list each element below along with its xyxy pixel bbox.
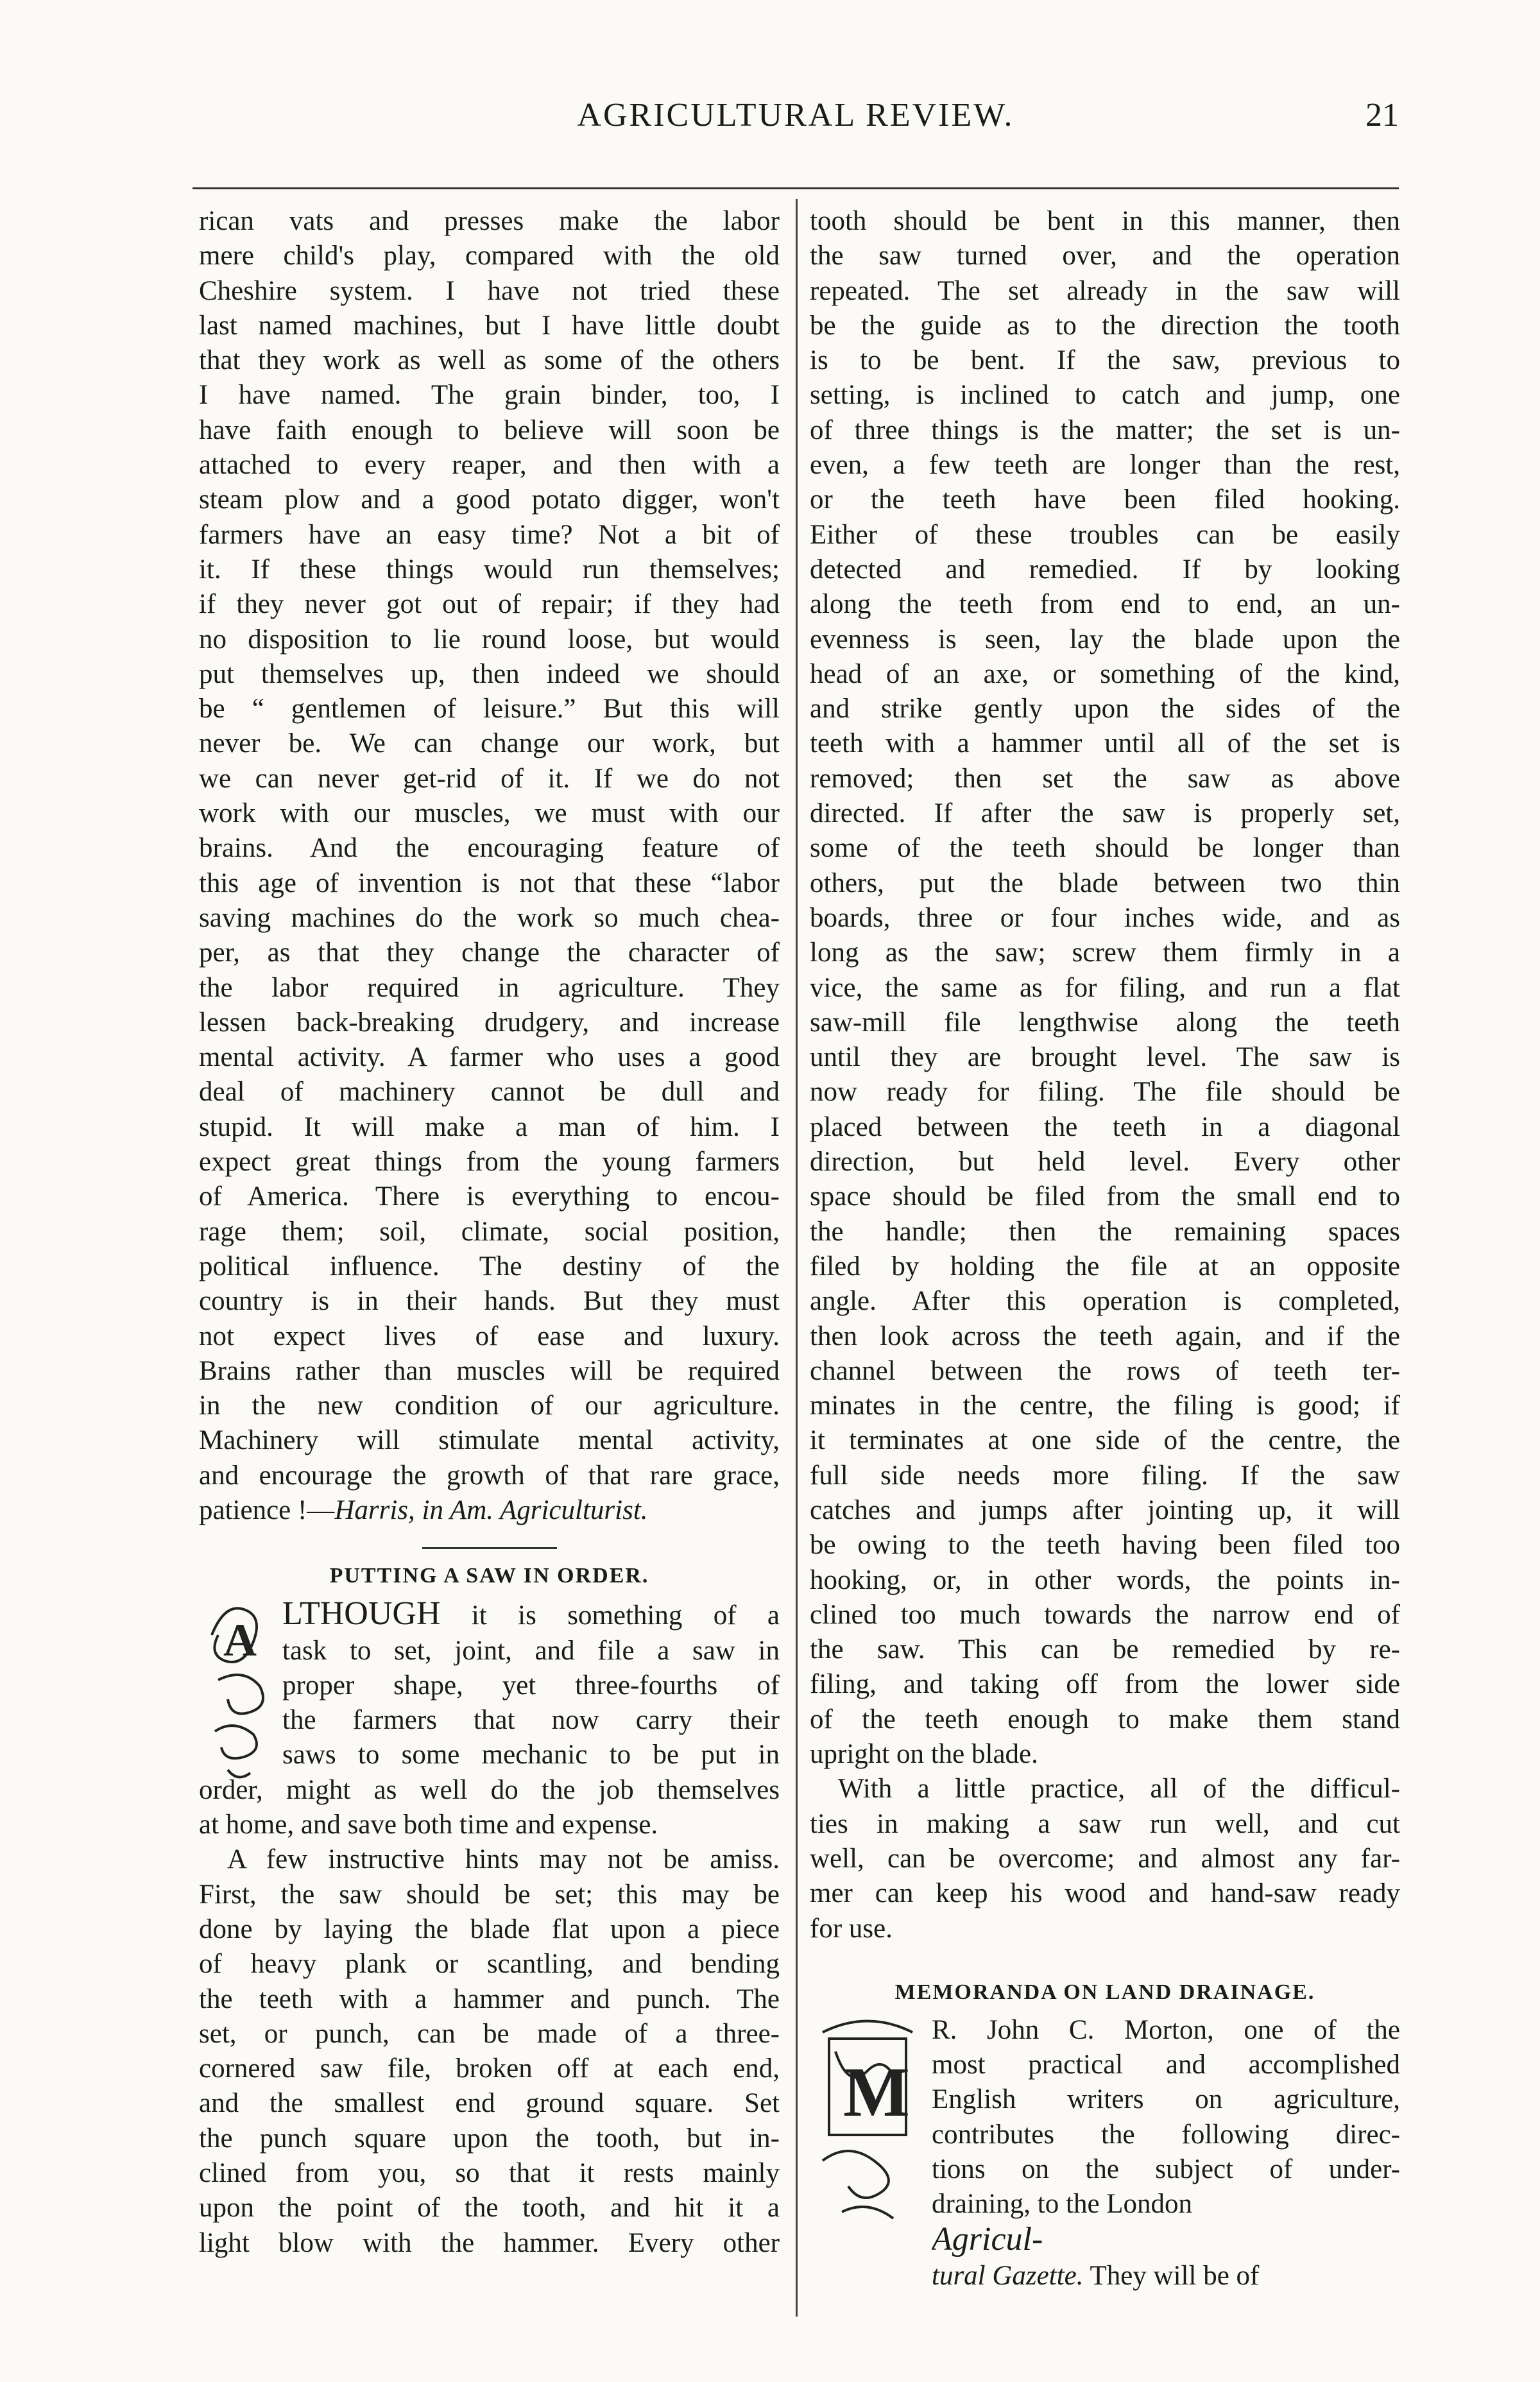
text-line: draining, to the London bbox=[932, 2189, 1193, 2220]
section-title-drainage: MEMORANDA ON LAND DRAINAGE. bbox=[894, 1980, 1315, 2004]
text-line: upon the point of the tooth, and hit it a bbox=[199, 2193, 780, 2223]
text-line: for use. bbox=[810, 1913, 893, 1944]
text-line: country is in their hands. But they must bbox=[199, 1286, 780, 1317]
svg-text:M: M bbox=[843, 2052, 910, 2131]
text-line: lessen back-breaking drudgery, and increase bbox=[199, 1007, 780, 1038]
text-line: removed; then set the saw as above bbox=[810, 763, 1400, 794]
text-line: rican vats and presses make the labor bbox=[199, 206, 780, 236]
text-line: clined too much towards the narrow end of bbox=[810, 1599, 1400, 1630]
text-line: channel between the rows of teeth ter- bbox=[810, 1355, 1400, 1386]
text-line: detected and remedied. If by looking bbox=[810, 554, 1400, 585]
text-line: Machinery will stimulate mental activity, bbox=[199, 1425, 780, 1456]
text-line: the farmers that now carry their bbox=[282, 1705, 780, 1736]
spacer bbox=[810, 1946, 1400, 1972]
text-line: mer can keep his wood and hand-saw ready bbox=[810, 1878, 1400, 1909]
text-line: work with our muscles, we must with our bbox=[199, 798, 780, 829]
text-line: clined from you, so that it rests mainly bbox=[199, 2158, 780, 2189]
text-line: vice, the same as for filing, and run a flat bbox=[810, 972, 1400, 1003]
text-line: catches and jumps after jointing up, it will bbox=[810, 1495, 1400, 1525]
text-line: filing, and taking off from the lower side bbox=[810, 1669, 1400, 1700]
page-number: 21 bbox=[1365, 97, 1399, 133]
right-paragraph-2 bbox=[810, 1772, 1400, 1911]
text-line: now ready for filing. The file should be bbox=[810, 1077, 1400, 1108]
right-paragraph-1 bbox=[810, 204, 1400, 1737]
text-line: that they work as well as some of the others bbox=[199, 345, 780, 376]
text-line: long as the saw; screw them firmly in a bbox=[810, 938, 1400, 968]
text-line: the teeth with a hammer and punch. The bbox=[199, 1984, 780, 2014]
text-line: setting, is inclined to catch and jump, one bbox=[810, 380, 1400, 411]
text-line: is to be bent. If the saw, previous to bbox=[810, 345, 1400, 376]
text-line: if they never got out of repair; if they had bbox=[199, 589, 780, 620]
text-line: even, a few teeth are longer than the rest, bbox=[810, 450, 1400, 481]
text-line: teeth with a hammer until all of the set is bbox=[810, 728, 1400, 759]
text-line: per, as that they change the character of bbox=[199, 938, 780, 968]
text-line: Brains rather than muscles will be required bbox=[199, 1355, 780, 1386]
text-line: no disposition to lie round loose, but would bbox=[199, 624, 780, 655]
text-line: cornered saw file, broken off at each end, bbox=[199, 2053, 780, 2084]
lead-word: LTHOUGH bbox=[282, 1597, 441, 1632]
text-line: have faith enough to believe will soon be bbox=[199, 415, 780, 445]
text-line: upright on the blade. bbox=[810, 1739, 1038, 1770]
text-line: Cheshire system. I have not tried these bbox=[199, 275, 780, 306]
text-line: or the teeth have been filed hooking. bbox=[810, 484, 1400, 515]
text-line: put themselves up, then indeed we should bbox=[199, 658, 780, 689]
text-line: direction, but held level. Every other bbox=[810, 1147, 1400, 1178]
left-paragraph-3 bbox=[199, 1842, 780, 2261]
text-line: expect great things from the young farmers bbox=[199, 1147, 780, 1178]
closing-word: patience !— bbox=[199, 1495, 335, 1525]
text-line: this age of invention is not that these “labor bbox=[199, 868, 780, 898]
text-line: political influence. The destiny of the bbox=[199, 1251, 780, 1281]
text-line: boards, three or four inches wide, and as bbox=[810, 902, 1400, 933]
text-line: steam plow and a good potato digger, won't bbox=[199, 484, 780, 515]
column-rule bbox=[796, 199, 798, 2317]
text-line: most practical and accomplished bbox=[932, 2050, 1400, 2080]
indented-lines bbox=[282, 1634, 780, 1773]
running-title: AGRICULTURAL REVIEW. bbox=[577, 97, 1014, 133]
text-line: and strike gently upon the sides of the bbox=[810, 694, 1400, 724]
text-line: until they are brought level. The saw is bbox=[810, 1042, 1400, 1073]
text-line: the punch square upon the tooth, but in- bbox=[199, 2123, 780, 2154]
text-line: deal of machinery cannot be dull and bbox=[199, 1077, 780, 1108]
text-line: directed. If after the saw is properly set, bbox=[810, 798, 1400, 829]
text-line: With a little practice, all of the difficul- bbox=[838, 1774, 1400, 1804]
line-tail: They will be of bbox=[1083, 2260, 1260, 2291]
dropcap-indented-lines bbox=[199, 1597, 780, 1772]
text-line: be “ gentlemen of leisure.” But this will bbox=[199, 694, 780, 724]
text-line bbox=[282, 1597, 780, 1633]
text-line: of the teeth enough to make them stand bbox=[810, 1704, 1400, 1735]
text-line: the labor required in agriculture. They bbox=[199, 972, 780, 1003]
text-line: of heavy plank or scantling, and bending bbox=[199, 1949, 780, 1980]
text-line: it. If these things would run themselves; bbox=[199, 554, 780, 585]
text-line: light blow with the hammer. Every other bbox=[199, 2227, 780, 2258]
text-line: space should be filed from the small end to bbox=[810, 1181, 1400, 1212]
header-rule bbox=[193, 187, 1399, 189]
text-line: others, put the blade between two thin bbox=[810, 868, 1400, 898]
text-line: saw-mill file lengthwise along the teeth bbox=[810, 1007, 1400, 1038]
ornamental-dropcap-m bbox=[810, 2013, 925, 2244]
text-line: placed between the teeth in a diagonal bbox=[810, 1111, 1400, 1142]
italic-word bbox=[932, 2222, 1043, 2258]
text-line: well, can be overcome; and almost any far- bbox=[810, 1843, 1400, 1874]
text-line: stupid. It will make a man of him. I bbox=[199, 1111, 780, 1142]
text-line: in the new condition of our agriculture. bbox=[199, 1391, 780, 1421]
text-line: R. John C. Morton, one of the bbox=[932, 2014, 1400, 2045]
text-line: repeated. The set already in the saw will bbox=[810, 275, 1400, 306]
text-line: English writers on agriculture, bbox=[932, 2084, 1400, 2115]
text-line: tions on the subject of under- bbox=[932, 2154, 1400, 2185]
text-line: attached to every reaper, and then with a bbox=[199, 450, 780, 481]
section-title-saw: PUTTING A SAW IN ORDER. bbox=[329, 1564, 649, 1588]
text-line: brains. And the encouraging feature of bbox=[199, 833, 780, 864]
text-line: of America. There is everything to encou- bbox=[199, 1181, 780, 1212]
section-divider bbox=[422, 1547, 557, 1549]
text-line: it terminates at one side of the centre, the bbox=[810, 1425, 1400, 1456]
left-paragraph-2-rest bbox=[199, 1773, 780, 1808]
ornamental-dropcap-a bbox=[199, 1597, 275, 1789]
text-line: saving machines do the work so much chea- bbox=[199, 902, 780, 933]
text-line: not expect lives of ease and luxury. bbox=[199, 1321, 780, 1351]
text-line: done by laying the blade flat upon a piece bbox=[199, 1914, 780, 1944]
svg-text:A: A bbox=[223, 1615, 257, 1667]
text-line bbox=[932, 2259, 1400, 2293]
text-line: along the teeth from end to end, an un- bbox=[810, 589, 1400, 620]
text-line: some of the teeth should be longer than bbox=[810, 833, 1400, 864]
text-line: the saw. This can be remedied by re- bbox=[810, 1634, 1400, 1665]
text-line: tooth should be bent in this manner, then bbox=[810, 206, 1400, 236]
text-line: the saw turned over, and the operation bbox=[810, 241, 1400, 271]
text-line: saws to some mechanic to be put in bbox=[282, 1740, 780, 1770]
text-line: the handle; then the remaining spaces bbox=[810, 1216, 1400, 1247]
text-line bbox=[932, 2222, 1400, 2259]
text-line: then look across the teeth again, and if the bbox=[810, 1321, 1400, 1351]
text-line: mental activity. A farmer who uses a good bbox=[199, 1042, 780, 1073]
dropcap-paragraph-right bbox=[810, 2013, 1400, 2293]
text-line: contributes the following direc- bbox=[932, 2119, 1400, 2150]
text-line: we can never get-rid of it. If we do not bbox=[199, 763, 780, 794]
text-line: and encourage the growth of that rare grace, bbox=[199, 1460, 780, 1491]
text-line: be the guide as to the direction the tooth bbox=[810, 310, 1400, 341]
left-column bbox=[199, 204, 780, 2261]
text-line: set, or punch, can be made of a three- bbox=[199, 2018, 780, 2049]
text-line: never be. We can change our work, but bbox=[199, 728, 780, 759]
text-line: rage them; soil, climate, social position, bbox=[199, 1216, 780, 1247]
text-line: farmers have an easy time? Not a bit of bbox=[199, 519, 780, 550]
text-line: hooking, or, in other words, the points in- bbox=[810, 1564, 1400, 1595]
right-column bbox=[810, 204, 1400, 2293]
text-line: A few instructive hints may not be amiss. bbox=[227, 1844, 780, 1875]
text-line: ties in making a saw run well, and cut bbox=[810, 1808, 1400, 1839]
text-line: First, the saw should be set; this may be bbox=[199, 1879, 780, 1910]
text-line: proper shape, yet three-fourths of bbox=[282, 1670, 780, 1701]
dropcap-paragraph bbox=[199, 1597, 780, 1772]
text-line: of three things is the matter; the set is un- bbox=[810, 415, 1400, 445]
attribution-line bbox=[199, 1493, 780, 1528]
text-line: and the smallest end ground square. Set bbox=[199, 2088, 780, 2119]
text-line: last named machines, but I have little doubt bbox=[199, 310, 780, 341]
text-line: evenness is seen, lay the blade upon the bbox=[810, 624, 1400, 655]
left-paragraph-1 bbox=[199, 204, 780, 1493]
text-line: mere child's play, compared with the old bbox=[199, 241, 780, 271]
running-head bbox=[193, 96, 1399, 141]
italic-text: tural Gazette. bbox=[932, 2260, 1084, 2291]
text-line: I have named. The grain binder, too, I bbox=[199, 380, 780, 411]
italic-text: Agricul- bbox=[932, 2222, 1043, 2258]
text-line: Either of these troubles can be easily bbox=[810, 519, 1400, 550]
text-line: angle. After this operation is completed, bbox=[810, 1286, 1400, 1317]
text-line: minates in the centre, the filing is good; if bbox=[810, 1391, 1400, 1421]
right-paragraph-3 bbox=[932, 2013, 1400, 2222]
text-line: be owing to the teeth having been filed too bbox=[810, 1530, 1400, 1561]
text-line: filed by holding the file at an opposite bbox=[810, 1251, 1400, 1281]
text-line: head of an axe, or something of the kind, bbox=[810, 658, 1400, 689]
lead-line-rest: it is something of a bbox=[471, 1600, 780, 1631]
attribution: Harris, in Am. Agriculturist. bbox=[334, 1495, 648, 1525]
text-line: full side needs more filing. If the saw bbox=[810, 1460, 1400, 1491]
text-line: task to set, joint, and file a saw in bbox=[282, 1635, 780, 1666]
text-line: order, might as well do the job themselves bbox=[199, 1774, 780, 1805]
text-line: at home, and save both time and expense. bbox=[199, 1810, 658, 1840]
